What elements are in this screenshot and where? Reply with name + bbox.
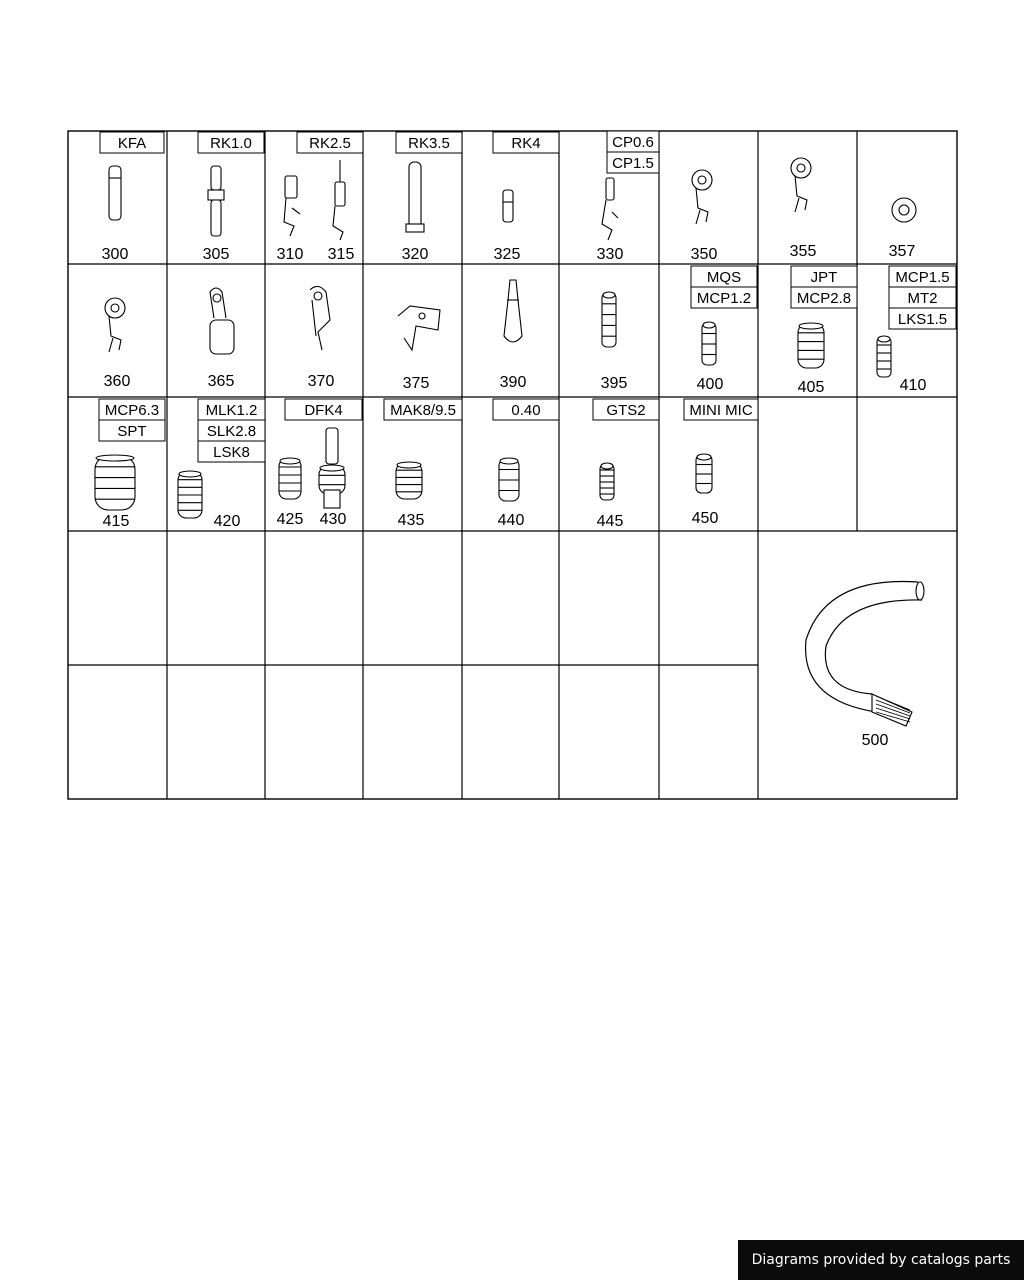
part-425-drawing <box>279 458 301 499</box>
part-number: 370 <box>307 373 335 390</box>
part-number: 320 <box>401 246 429 263</box>
part-number: 330 <box>596 246 624 263</box>
part-number: 360 <box>103 373 131 390</box>
part-number: 430 <box>319 511 347 528</box>
part-number: 415 <box>102 513 130 530</box>
part-350-drawing <box>692 170 712 224</box>
connector-type-label: CP1.5 <box>612 155 654 172</box>
part-370-drawing <box>310 286 330 350</box>
connector-type-label: CP0.6 <box>612 134 654 151</box>
connector-type-label: MINI MIC <box>689 402 753 419</box>
connector-type-label: MCP6.3 <box>104 402 160 419</box>
connector-type-label: DFK4 <box>304 402 343 419</box>
part-375-drawing <box>398 306 440 350</box>
connector-type-label: SPT <box>117 423 147 440</box>
part-310-drawing <box>284 176 300 236</box>
connector-type-label: KFA <box>117 135 147 152</box>
part-390-drawing <box>504 280 522 342</box>
part-number: 300 <box>101 246 129 263</box>
part-number: 435 <box>397 512 425 529</box>
part-number: 310 <box>276 246 304 263</box>
part-305-drawing <box>208 166 224 236</box>
part-number: 375 <box>402 375 430 392</box>
part-number: 445 <box>596 513 624 530</box>
part-number: 450 <box>691 510 719 527</box>
part-440-drawing <box>499 458 519 501</box>
part-410-drawing <box>877 336 891 377</box>
part-355-drawing <box>791 158 811 212</box>
connector-type-label: MQS <box>706 269 742 286</box>
part-405-drawing <box>798 323 824 368</box>
part-445-drawing <box>600 463 614 500</box>
part-365-drawing <box>210 288 234 354</box>
part-number: 395 <box>600 375 628 392</box>
part-435-drawing <box>396 462 422 499</box>
part-415-drawing <box>95 455 135 510</box>
part-320-drawing <box>406 162 424 232</box>
connector-type-label: MCP1.2 <box>696 290 752 307</box>
part-number: 305 <box>202 246 230 263</box>
connector-type-label: RK4 <box>511 135 541 152</box>
part-315-drawing <box>333 160 345 240</box>
connector-type-label: MCP1.5 <box>895 269 950 286</box>
part-number: 405 <box>797 379 825 396</box>
connector-type-label: SLK2.8 <box>206 423 257 440</box>
connector-type-label: MCP2.8 <box>796 290 852 307</box>
part-number: 420 <box>213 513 241 530</box>
connector-type-label: RK2.5 <box>309 135 351 152</box>
part-number: 325 <box>493 246 521 263</box>
part-395-drawing <box>602 292 616 347</box>
connector-type-label: MLK1.2 <box>205 402 258 419</box>
footer-credit: Diagrams provided by catalogs parts <box>738 1240 1024 1280</box>
connector-type-label: MAK8/9.5 <box>390 402 456 419</box>
part-number: 390 <box>499 374 527 391</box>
part-325-drawing <box>503 190 513 222</box>
connector-type-label: JPT <box>810 269 838 286</box>
part-400-drawing <box>702 322 716 365</box>
part-number: 357 <box>888 243 916 260</box>
part-360-drawing <box>105 298 125 352</box>
connector-type-label: LSK8 <box>213 444 250 461</box>
part-number: 500 <box>861 732 889 749</box>
part-430-drawing <box>319 428 345 508</box>
part-number: 315 <box>327 246 355 263</box>
part-number: 365 <box>207 373 235 390</box>
part-450-drawing <box>696 454 712 493</box>
connector-type-label: MT2 <box>907 290 938 307</box>
part-number: 400 <box>696 376 724 393</box>
connector-type-label: 0.40 <box>511 402 541 419</box>
part-number: 440 <box>497 512 525 529</box>
part-300-drawing <box>109 166 121 220</box>
connector-type-label: RK3.5 <box>408 135 450 152</box>
part-500-cable-drawing <box>806 581 924 726</box>
part-number: 410 <box>899 377 927 394</box>
connector-type-label: LKS1.5 <box>897 311 948 328</box>
connector-type-label: RK1.0 <box>210 135 252 152</box>
part-420-drawing <box>178 471 202 518</box>
connector-type-label: GTS2 <box>606 402 646 419</box>
part-357-drawing <box>892 198 916 222</box>
part-number: 355 <box>789 243 817 260</box>
part-number: 350 <box>690 246 718 263</box>
part-330-drawing <box>602 178 618 240</box>
part-number: 425 <box>276 511 304 528</box>
